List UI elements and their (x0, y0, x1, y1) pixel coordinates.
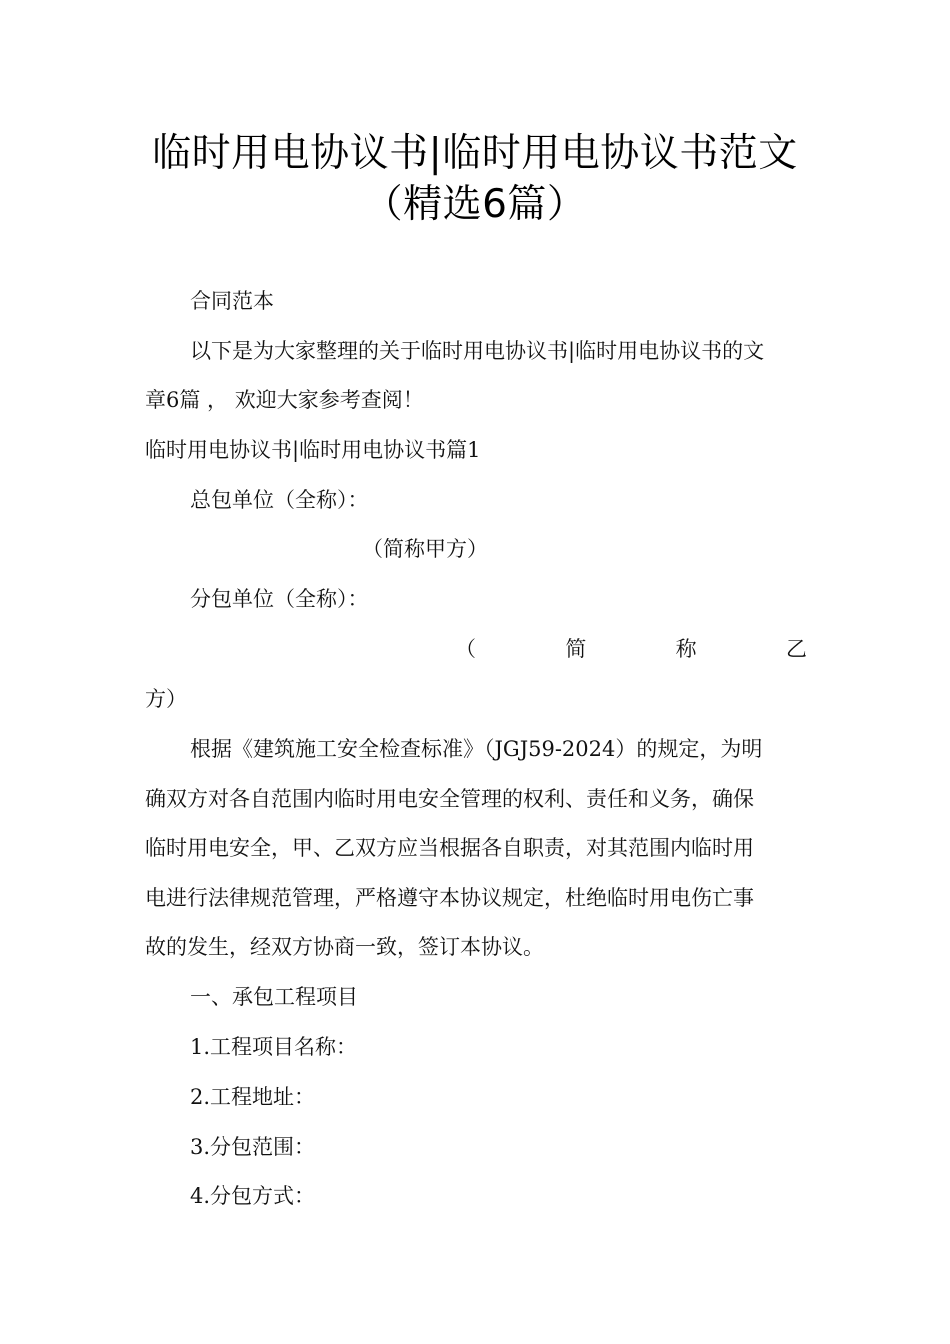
party-b-short (455, 634, 807, 664)
title-line-1: 临时用电协议书|临时用电协议书范文 (152, 131, 798, 176)
section-heading: 临时用电协议书|临时用电协议书篇1 (145, 438, 481, 462)
clause-item: 2.工程地址： (190, 1085, 316, 1109)
title-line-2: （精选6篇） (363, 182, 587, 227)
clause-heading: 一、承包工程项目 (190, 985, 358, 1009)
party-b-short-tail: 方） (145, 687, 187, 711)
category-label: 合同范本 (190, 289, 274, 313)
intro-line-2: 章6篇 ， 欢迎大家参考查阅！ (145, 388, 424, 412)
clause-item: 3.分包范围： (190, 1135, 316, 1159)
party-a-short: （简称甲方） (362, 537, 488, 561)
document-title (100, 128, 850, 230)
paragraph-line: 故的发生，经双方协商一致，签订本协议。 (145, 935, 544, 959)
paragraph-line: 电进行法律规范管理，严格遵守本协议规定，杜绝临时用电伤亡事 (145, 886, 754, 910)
intro-line-1: 以下是为大家整理的关于临时用电协议书|临时用电协议书的文 (190, 339, 765, 363)
clause-item: 1.工程项目名称： (190, 1035, 358, 1059)
paragraph-line: 临时用电安全，甲、乙双方应当根据各自职责，对其范围内临时用 (145, 836, 754, 860)
party-b-part: （ (455, 637, 476, 661)
subcontractor-label: 分包单位（全称）： (190, 587, 369, 611)
paragraph-line: 确双方对各自范围内临时用电安全管理的权利、责任和义务，确保 (145, 787, 754, 811)
party-b-part: 称 (675, 637, 697, 661)
clause-item: 4.分包方式： (190, 1184, 316, 1208)
paragraph-line: 根据《建筑施工安全检查标准》（JGJ59-2024）的规定，为明 (190, 737, 763, 761)
contractor-label: 总包单位（全称）： (190, 488, 369, 512)
party-b-part: 简 (565, 637, 587, 661)
party-b-part: 乙 (785, 637, 807, 661)
